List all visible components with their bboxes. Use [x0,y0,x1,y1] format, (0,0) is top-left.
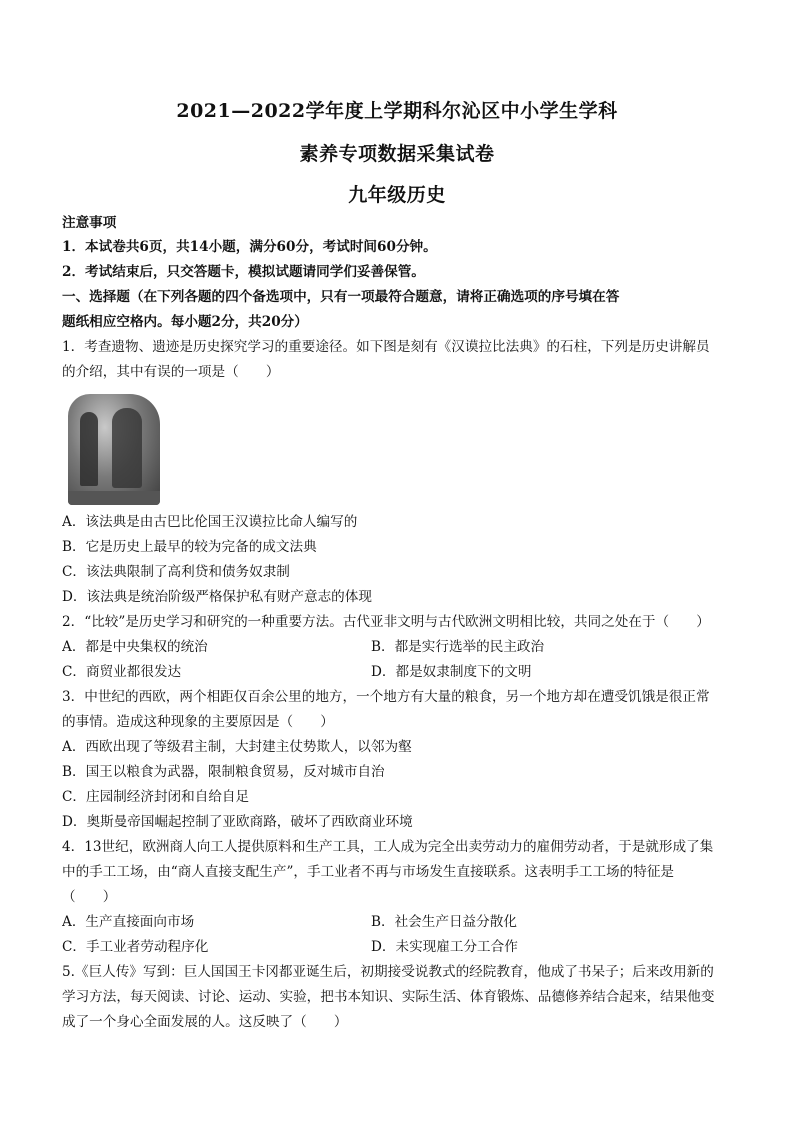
q4-stem-line-3: （ ） [62,889,117,905]
q1-option-d: D．该法典是统治阶级严格保护私有财产意志的体现 [62,589,372,605]
q3-stem-line-2: 的事情。造成这种现象的主要原因是（ ） [62,714,334,730]
q3-option-b: B．国王以粮食为武器，限制粮食贸易，反对城市自治 [62,764,385,780]
q3-option-c: C．庄园制经济封闭和自给自足 [62,789,250,805]
title-line-3: 九年级历史 [348,184,446,206]
q1-stem-line-1: 1．考查遗物、遗迹是历史探究学习的重要途径。如下图是刻有《汉谟拉比法典》的石柱，下列是历史讲解员 [62,339,710,355]
q4-option-c: C．手工业者劳动程序化 [62,939,209,955]
notice-item-2: 2．考试结束后，只交答题卡，模拟试题请同学们妥善保管。 [62,264,425,280]
q5-stem-line-2: 学习方法，每天阅读、讨论、运动、实验，把书本知识、实际生活、体育锻炼、品德修养结合起来，结果他变 [62,989,715,1005]
q4-option-b: B．社会生产日益分散化 [371,914,517,930]
q1-option-a: A．该法典是由古巴比伦国王汉谟拉比命人编写的 [62,514,358,530]
q2-option-b: B．都是实行选举的民主政治 [371,639,545,655]
q4-option-a: A．生产直接面向市场 [62,914,195,930]
hammurabi-stele-image [68,394,160,505]
q5-stem-line-1: 5.《巨人传》写到：巨人国国王卡冈都亚诞生后，初期接受说教式的经院教育，他成了书呆子；后来改用新的 [62,964,714,980]
q3-stem-line-1: 3．中世纪的西欧，两个相距仅百余公里的地方，一个地方有大量的粮食，另一个地方却在遭受饥饿是很正常 [62,689,710,705]
q4-option-d: D．未实现雇工分工合作 [371,939,518,955]
q3-option-a: A．西欧出现了等级君主制，大封建主仗势欺人，以邻为壑 [62,739,412,755]
q1-stem-line-2: 的介绍，其中有误的一项是（ ） [62,364,280,380]
q5-stem-line-3: 成了一个身心全面发展的人。这反映了（ ） [62,1014,348,1030]
title-line-1: 2021—2022学年度上学期科尔沁区中小学生学科 [176,100,618,122]
q1-option-b: B．它是历史上最早的较为完备的成文法典 [62,539,317,555]
section-heading-line-1: 一、选择题（在下列各题的四个备选项中，只有一项最符合题意，请将正确选项的序号填在答 [62,289,620,305]
q2-option-c: C．商贸业都很发达 [62,664,182,680]
q3-option-d: D．奥斯曼帝国崛起控制了亚欧商路，破坏了西欧商业环境 [62,814,413,830]
notice-heading: 注意事项 [62,215,117,231]
q4-stem-line-1: 4．13世纪，欧洲商人向工人提供原料和生产工具，工人成为完全出卖劳动力的雇佣劳动者，于是就形成了集 [62,839,714,855]
q1-option-c: C．该法典限制了高利贷和债务奴隶制 [62,564,290,580]
q4-stem-line-2: 中的手工工场，由“商人直接支配生产”，手工业者不再与市场发生直接联系。这表明手工工场的特征是 [62,864,675,880]
title-line-2: 素养专项数据采集试卷 [299,143,495,165]
notice-item-1: 1．本试卷共6页，共14小题，满分60分，考试时间60分钟。 [62,239,437,255]
section-heading-line-2: 题纸相应空格内。每小题2分，共20分） [62,314,308,330]
q2-option-d: D．都是奴隶制度下的文明 [371,664,532,680]
q2-stem-line-1: 2．“比较”是历史学习和研究的一种重要方法。古代亚非文明与古代欧洲文明相比较，共同之处在于（ ） [62,614,710,630]
q2-option-a: A．都是中央集权的统治 [62,639,208,655]
